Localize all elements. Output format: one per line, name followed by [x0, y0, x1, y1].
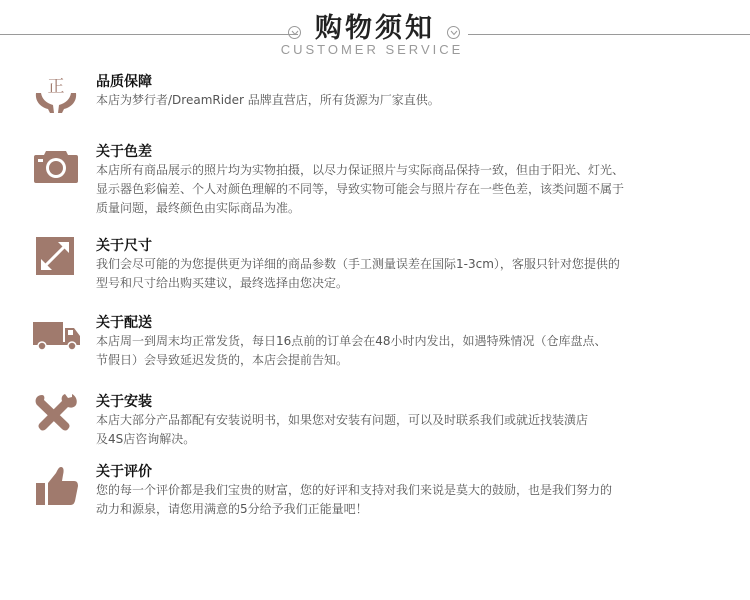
header-rule-right — [468, 34, 750, 35]
page-subtitle: CUSTOMER SERVICE — [280, 42, 464, 57]
notice-line: 本店所有商品展示的照片均为实物拍摄，以尽力保证照片与实际商品保持一致，但由于阳光、灯光、 — [96, 163, 625, 177]
notice-text — [96, 332, 696, 370]
header-rule-left — [0, 34, 298, 35]
chevron-down-icon — [288, 26, 301, 39]
notice-title: 关于配送 — [96, 315, 152, 331]
resize-arrow-icon — [32, 235, 80, 279]
notice-line: 您的每一个评价都是我们宝贵的财富，您的好评和支持对我们来说是莫大的鼓励，也是我们努力的 — [96, 483, 613, 497]
notice-title: 关于色差 — [96, 144, 152, 160]
thumbs-up-icon — [32, 465, 80, 509]
notice-text — [96, 481, 696, 519]
tools-icon — [32, 391, 80, 435]
notice-line: 型号和尺寸给出购买建议，最终选择由您决定。 — [96, 276, 349, 290]
camera-icon — [32, 147, 80, 191]
notice-title: 关于尺寸 — [96, 238, 152, 254]
hands-quality-icon — [32, 71, 80, 115]
truck-icon — [32, 318, 82, 362]
svg-text:正: 正 — [47, 77, 65, 97]
notice-line: 动力和源泉，请您用满意的5分给予我们正能量吧！ — [96, 502, 368, 516]
notice-line: 本店为梦行者/DreamRider 品牌直营店，所有货源为厂家直供。 — [96, 93, 440, 107]
notice-line: 及4S店咨询解决。 — [96, 432, 196, 446]
notice-text — [96, 255, 696, 293]
notice-title: 关于安装 — [96, 394, 152, 410]
notice-title: 关于评价 — [96, 464, 152, 480]
page-header — [0, 0, 750, 70]
page-title: 购物须知 — [315, 13, 435, 44]
chevron-down-icon — [447, 26, 460, 39]
notice-line: 我们会尽可能的为您提供更为详细的商品参数（手工测量误差在国际1-3cm），客服只针对您提供的 — [96, 257, 620, 271]
notice-text — [96, 161, 696, 218]
notice-line: 本店大部分产品都配有安装说明书，如果您对安装有问题，可以及时联系我们或就近找装潢店 — [96, 413, 589, 427]
notice-line: 本店周一到周末均正常发货，每日16点前的订单会在48小时内发出，如遇特殊情况（仓库盘点、 — [96, 334, 607, 348]
notice-title: 品质保障 — [96, 74, 152, 90]
notice-line: 质量问题，最终颜色由实际商品为准。 — [96, 201, 301, 215]
notice-line: 节假日）会导致延迟发货的，本店会提前告知。 — [96, 353, 349, 367]
notice-line: 显示器色彩偏差、个人对颜色理解的不同等，导致实物可能会与照片存在一些色差，该类问题不属于 — [96, 182, 625, 196]
notice-text — [96, 411, 696, 449]
notice-text — [96, 91, 696, 110]
